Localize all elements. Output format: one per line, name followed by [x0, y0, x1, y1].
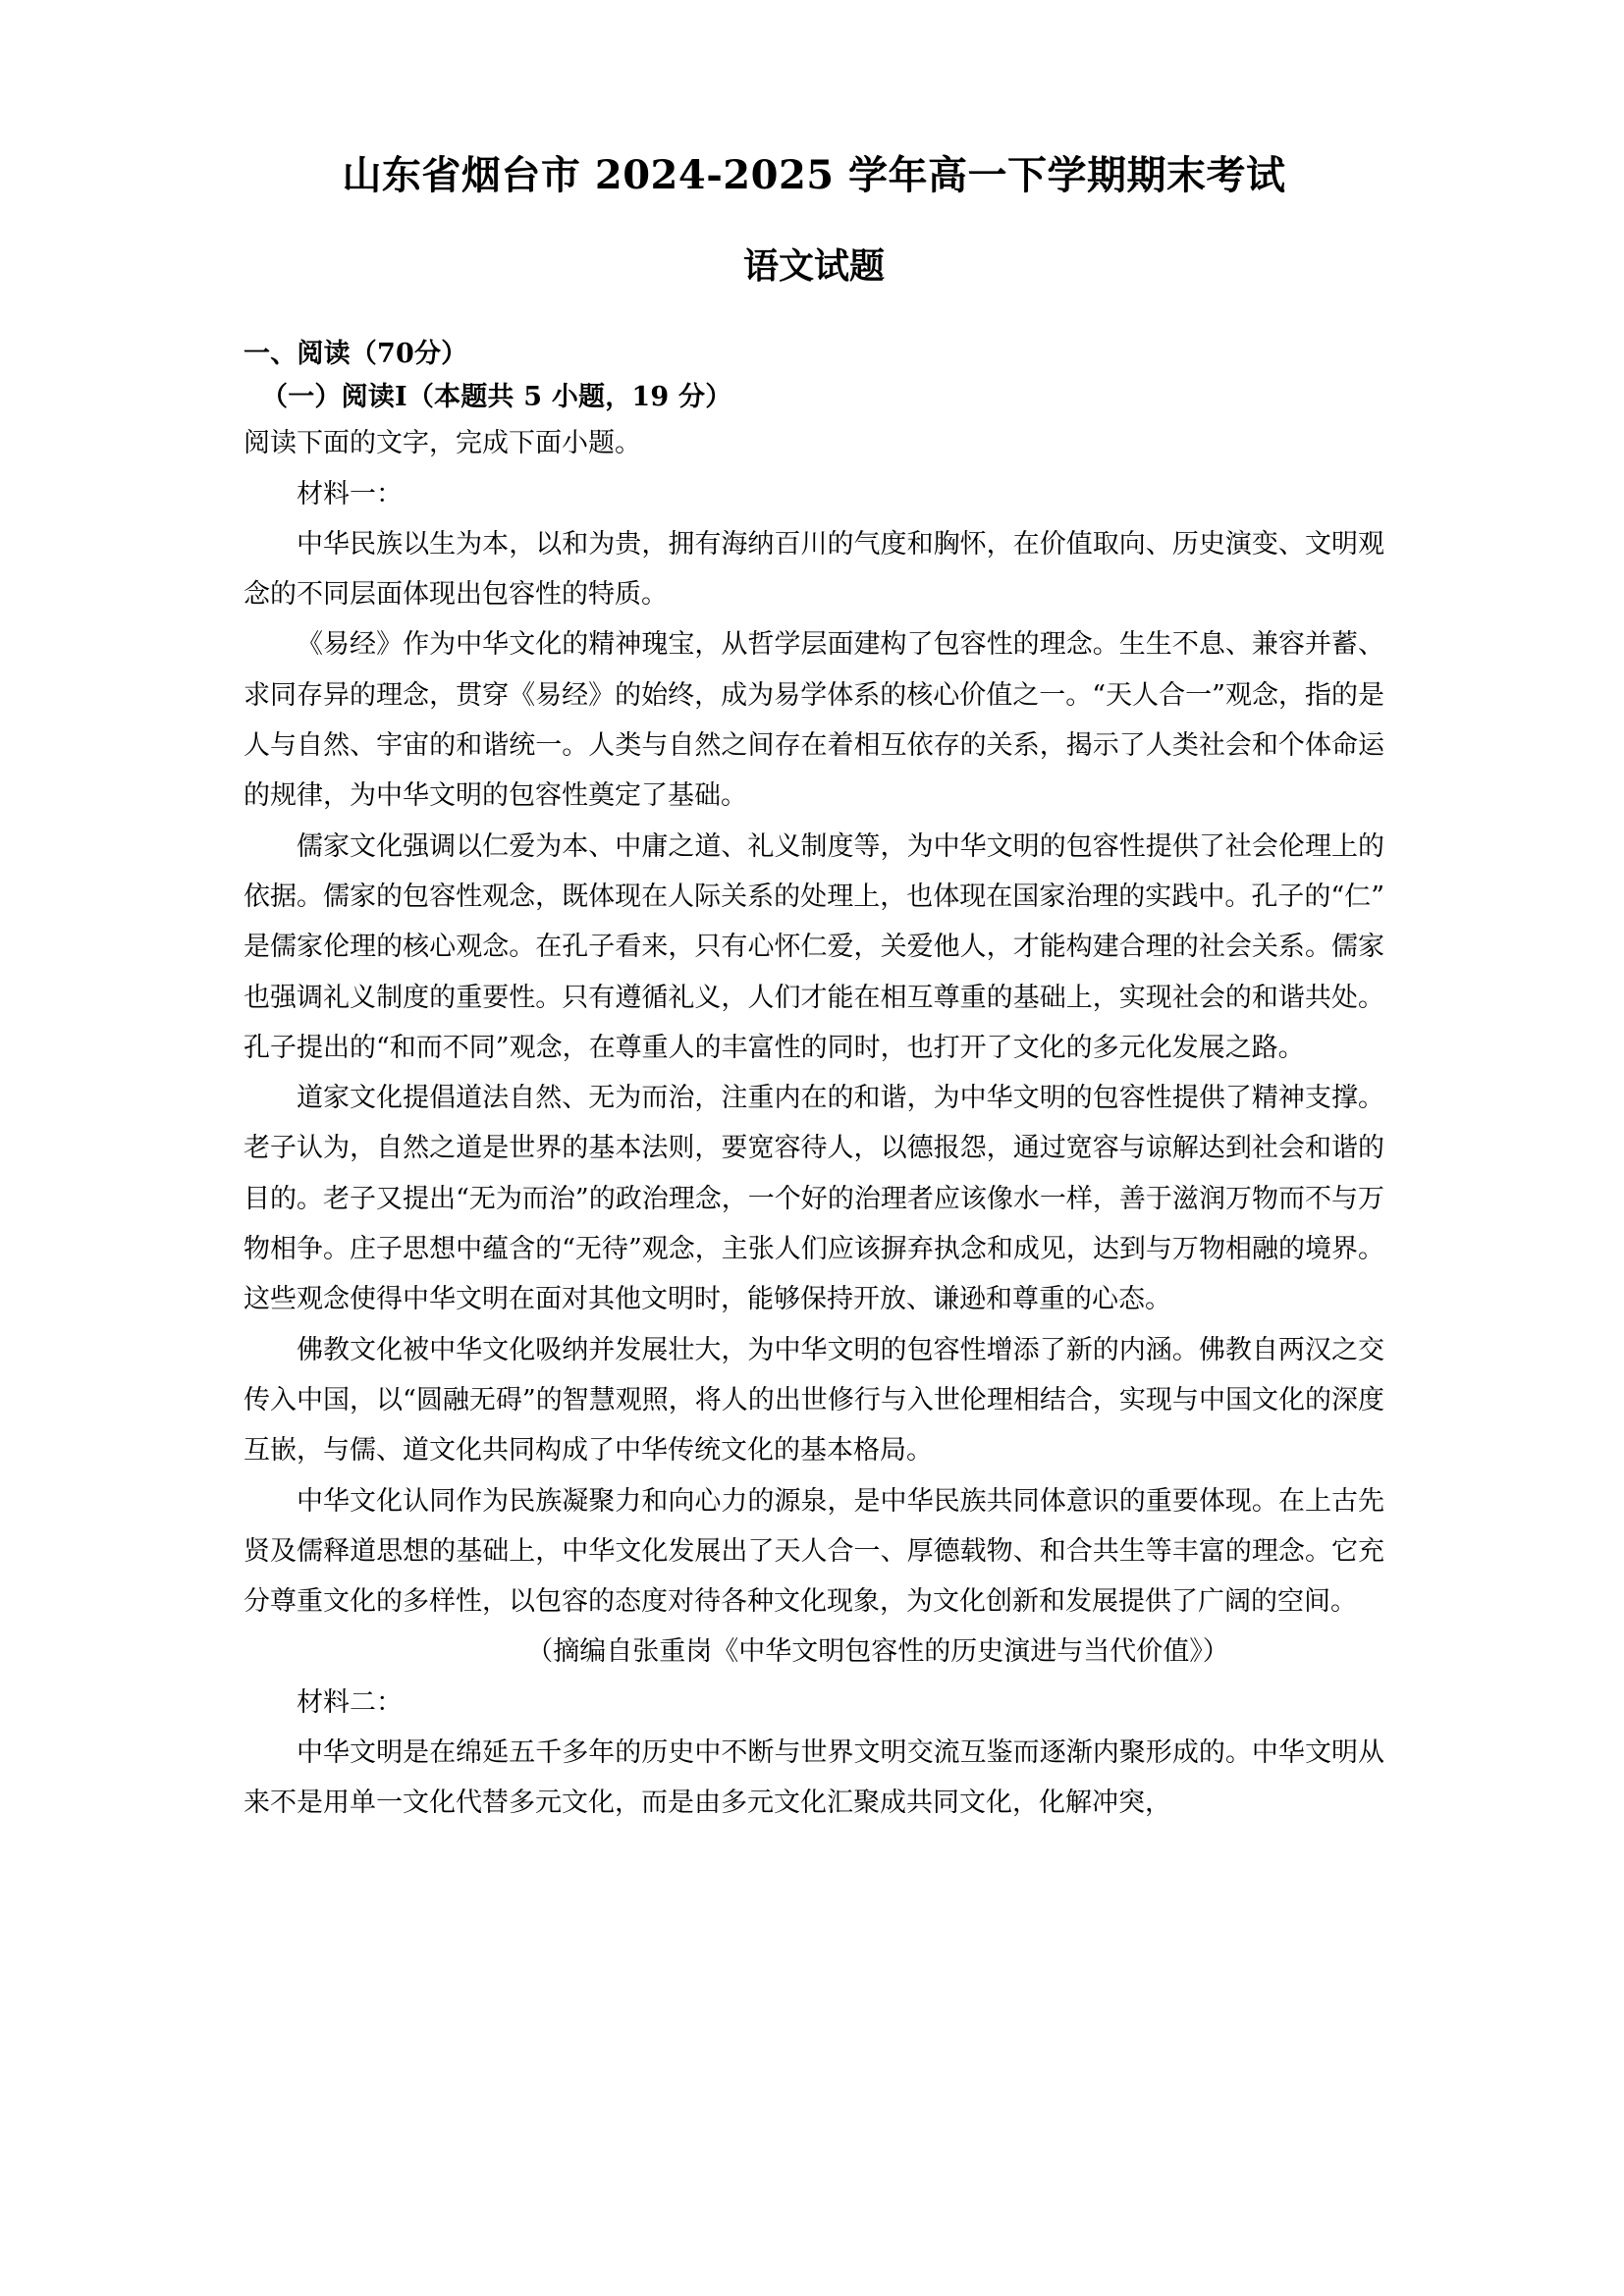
material-one-source-citation: （摘编自张重岗《中华文明包容性的历史演进与当代价值》）	[526, 1636, 1229, 1668]
reading-instruction: 阅读下面的文字，完成下面小题。	[244, 428, 641, 459]
material-one-paragraph: 佛教文化被中华文化吸纳并发展壮大，为中华文明的包容性增添了新的内涵。佛教自两汉之交传入中国，以“圆融无碍”的智慧观照，将人的出世修行与入世伦理相结合，实现与中国文化的深度互嵌，与儒、道文化共同构成了中华传统文化的基本格局。	[244, 1334, 1384, 1467]
material-one-paragraph: 中华民族以生为本，以和为贵，拥有海纳百川的气度和胸怀，在价值取向、历史演变、文明观念的不同层面体现出包容性的特质。	[244, 528, 1384, 611]
page-title: 山东省烟台市 2024-2025 学年高一下学期期末考试	[342, 152, 1286, 198]
material-one-paragraph: 中华文化认同作为民族凝聚力和向心力的源泉，是中华民族共同体意识的重要体现。在上古先贤及儒释道思想的基础上，中华文化发展出了天人合一、厚德载物、和合共生等丰富的理念。它充分尊重文化的多样性，以包容的态度对待各种文化现象，为文化创新和发展提供了广阔的空间。	[244, 1485, 1384, 1618]
page-content	[244, 0, 1384, 1829]
material-one-paragraph: 儒家文化强调以仁爱为本、中庸之道、礼义制度等，为中华文明的包容性提供了社会伦理上的依据。儒家的包容性观念，既体现在人际关系的处理上，也体现在国家治理的实践中。孔子的“仁”是儒家伦理的核心观念。在孔子看来，只有心怀仁爱，关爱他人，才能构建合理的社会关系。儒家也强调礼义制度的重要性。只有遵循礼义，人们才能在相互尊重的基础上，实现社会的和谐共处。孔子提出的“和而不同”观念，在尊重人的丰富性的同时，也打开了文化的多元化发展之路。	[244, 830, 1384, 1063]
section-subheading-reading-one: （一）阅读Ⅰ（本题共 5 小题，19 分）	[261, 381, 732, 412]
section-heading-part-one: 一、阅读（70分）	[244, 338, 468, 369]
material-one-paragraph: 道家文化提倡道法自然、无为而治，注重内在的和谐，为中华文明的包容性提供了精神支撑。老子认为，自然之道是世界的基本法则，要宽容待人，以德报怨，通过宽容与谅解达到社会和谐的目的。老子又提出“无为而治”的政治理念，一个好的治理者应该像水一样，善于滋润万物而不与万物相争。庄子思想中蕴含的“无待”观念，主张人们应该摒弃执念和成见，达到与万物相融的境界。这些观念使得中华文明在面对其他文明时，能够保持开放、谦逊和尊重的心态。	[244, 1083, 1384, 1315]
material-one-label: 材料一：	[297, 478, 403, 509]
page-subtitle: 语文试题	[742, 245, 885, 287]
material-two-paragraph: 中华文明是在绵延五千多年的历史中不断与世界文明交流互鉴而逐渐内聚形成的。中华文明从来不是用单一文化代替多元文化，而是由多元文化汇聚成共同文化，化解冲突，	[244, 1736, 1384, 1819]
material-two-label: 材料二：	[297, 1686, 403, 1718]
material-one-paragraph: 《易经》作为中华文化的精神瑰宝，从哲学层面建构了包容性的理念。生生不息、兼容并蓄、求同存异的理念，贯穿《易经》的始终，成为易学体系的核心价值之一。“天人合一”观念，指的是人与自然、宇宙的和谐统一。人类与自然之间存在着相互依存的关系，揭示了人类社会和个体命运的规律，为中华文明的包容性奠定了基础。	[244, 629, 1384, 812]
